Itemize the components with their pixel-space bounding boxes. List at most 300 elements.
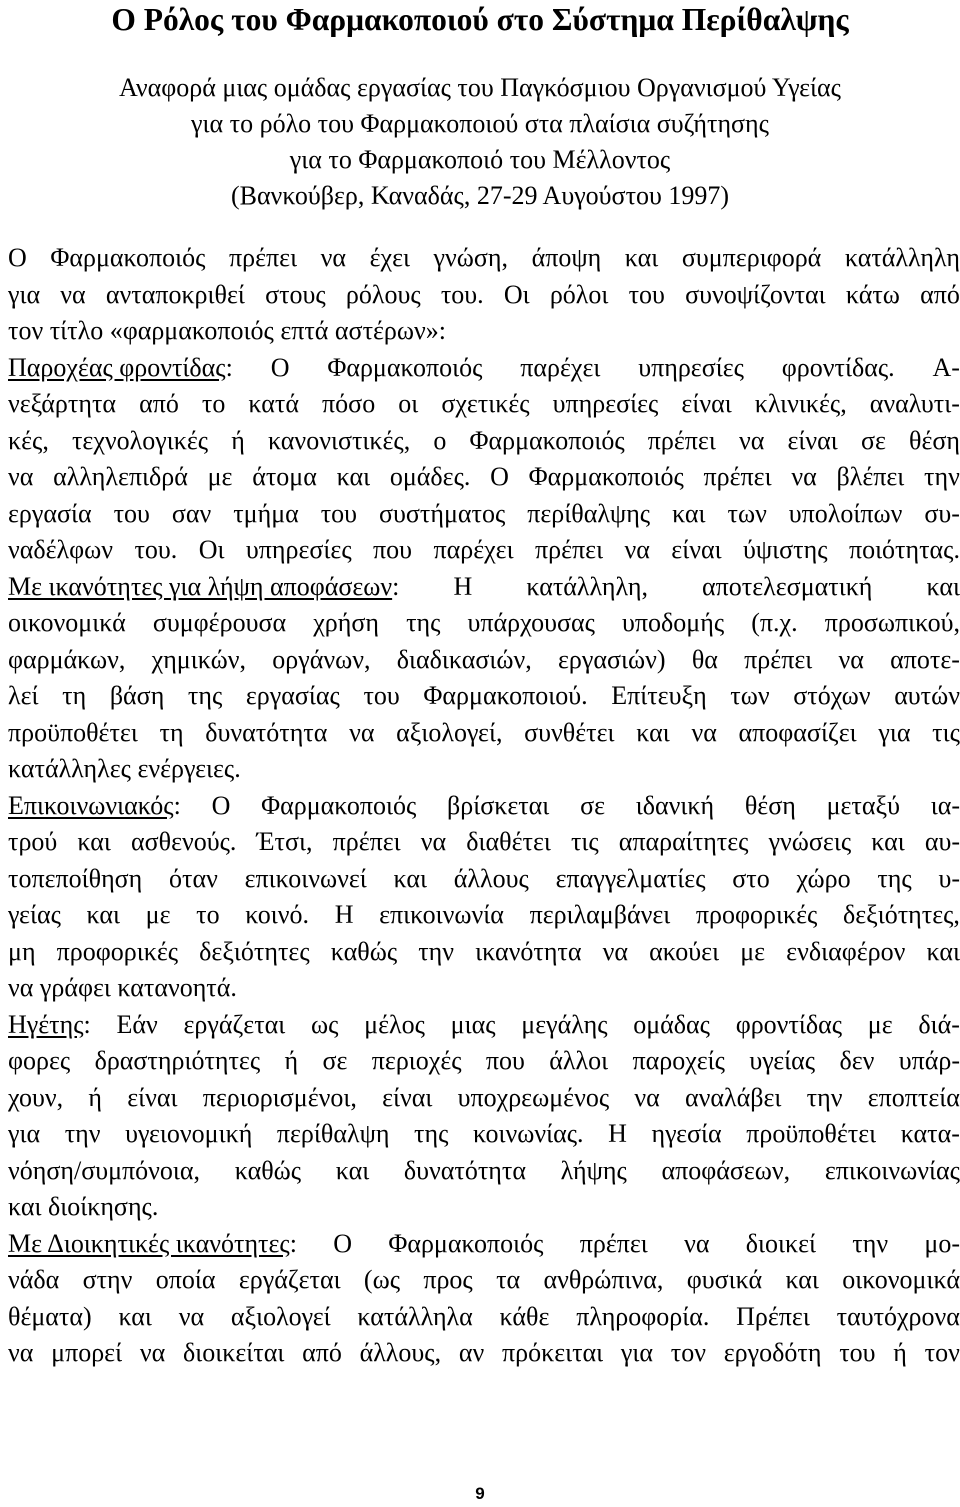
word: ή (231, 425, 245, 455)
word: δυνατότητα (205, 717, 328, 747)
word: διαθέτει (466, 827, 551, 856)
word: Φαρμακοποιός (469, 425, 625, 455)
word: ομάδες. (389, 462, 471, 491)
word: οποία (155, 1265, 216, 1294)
word: με (207, 462, 233, 491)
body-line (8, 1262, 960, 1299)
word: διά- (918, 1009, 960, 1039)
word: είναι (787, 425, 838, 455)
word: αποτελεσματική (702, 571, 873, 601)
word: με (145, 900, 171, 929)
word: στο (732, 863, 770, 893)
word: είναι (681, 389, 732, 418)
word: συστήματος (379, 498, 506, 528)
word: αποφασίζει (738, 717, 857, 747)
word: νάδα (8, 1265, 60, 1294)
word: Φαρμακοποιού. (423, 681, 588, 710)
body-line (8, 1153, 960, 1190)
word: πρέπει (229, 243, 298, 272)
word: διοικεί (745, 1228, 816, 1258)
word: διοικείται (183, 1338, 285, 1367)
word: πρέπει (535, 535, 604, 564)
word: ως (311, 1009, 339, 1039)
word: όταν (169, 863, 218, 893)
body-line (8, 277, 960, 314)
word: τα (496, 1265, 521, 1294)
word: φορες (8, 1046, 71, 1075)
word: και (926, 936, 960, 966)
word: χρήση (313, 608, 379, 637)
word: Η (334, 900, 354, 929)
word: στους (265, 279, 326, 309)
word: ποιότητας. (848, 535, 960, 564)
word: και (86, 900, 121, 929)
word: να (349, 717, 375, 747)
word: να (60, 279, 86, 309)
word: αναλάβει (685, 1082, 782, 1112)
heading-colon: : (83, 1009, 91, 1039)
heading-colon: : (289, 1228, 297, 1258)
word: χώρο (796, 863, 851, 893)
word: περιορισμένοι, (202, 1082, 357, 1112)
word: κάτω (845, 279, 900, 309)
intro-line: (Βανκούβερ, Καναδάς, 27-29 Αυγούστου 1997) (230, 181, 730, 210)
word: βλέπει (836, 462, 905, 491)
page-number: 9 (475, 1484, 485, 1503)
word: συμπεριφορά (681, 243, 822, 272)
word: κές, (8, 425, 49, 455)
word: εργασία (8, 498, 92, 528)
word: με (867, 1009, 893, 1039)
word: άτομα (252, 462, 317, 491)
word: καθώς (330, 936, 398, 966)
word: έχει (369, 243, 410, 272)
word: με (740, 936, 766, 966)
word: Η (453, 571, 473, 601)
body-text (8, 240, 960, 1372)
word: ύψιστης (743, 535, 828, 564)
word: τεχνολογικές (71, 425, 209, 455)
body-line (8, 678, 960, 715)
word: που (373, 535, 413, 564)
word: υγειονομική (125, 1119, 253, 1148)
word: και (336, 462, 371, 491)
word: να (738, 425, 765, 455)
word: μεταξύ (826, 790, 900, 820)
word: τις (570, 827, 599, 856)
word: κανονιστικές, (267, 425, 411, 455)
word: είναι (382, 1082, 433, 1112)
body-line (8, 350, 960, 387)
word: είναι (127, 1082, 178, 1112)
word: σαν (171, 498, 212, 528)
word: γνώση, (433, 243, 509, 272)
word: φροντίδας. (781, 352, 895, 382)
word: Ο (211, 790, 231, 820)
body-line (8, 1189, 960, 1226)
word: ηγεσία (651, 1119, 722, 1148)
word: να (691, 717, 717, 747)
word: τη (159, 717, 184, 747)
word: να (634, 1082, 660, 1112)
word: υποδομής (622, 608, 725, 637)
word: ναδέλφων (8, 535, 114, 564)
word: οι (398, 389, 419, 418)
word: πρέπει (703, 462, 772, 491)
word: της (187, 681, 223, 710)
word: θέματα) (8, 1301, 92, 1331)
word: ρόλοι (549, 279, 609, 309)
word: μιας (450, 1009, 496, 1039)
section-term (8, 1226, 297, 1263)
body-line (8, 459, 960, 496)
word: εργασίας (245, 681, 340, 710)
word: για (878, 717, 911, 747)
word: μεγάλης (521, 1009, 608, 1039)
word: Φαρμακοποιός (261, 790, 417, 820)
body-line (8, 788, 960, 825)
word: και (77, 827, 111, 856)
body-line (8, 715, 960, 752)
word: από (139, 389, 179, 418)
word: κλινικές, (754, 389, 847, 418)
word: στόχων (793, 681, 871, 710)
body-line (8, 386, 960, 423)
body-line (8, 1226, 960, 1263)
word: την (806, 1082, 843, 1112)
body-line (8, 934, 960, 971)
word: και (335, 1155, 370, 1185)
word: του (839, 1338, 876, 1367)
word: σε (322, 1046, 348, 1075)
word: υπηρεσίες (245, 535, 352, 564)
word: Φαρμακοποιός (50, 243, 206, 272)
word: του (363, 681, 400, 710)
word: κατάλληλα (357, 1301, 473, 1331)
word: των (727, 498, 767, 528)
word: παρέχει (520, 352, 601, 382)
word: τοπεποίθηση (8, 863, 143, 893)
word: για (8, 1119, 41, 1148)
word: του (113, 498, 150, 528)
word: κοινωνίας. (472, 1119, 584, 1148)
body-line (8, 423, 960, 460)
underlined-heading: Ηγέτης (8, 1009, 84, 1039)
word: μέλος (364, 1009, 425, 1039)
word: Οι (503, 279, 530, 309)
word: νεξάρτητα (8, 389, 117, 418)
word: δραστηριότητες (94, 1046, 261, 1075)
word: Η (608, 1119, 627, 1148)
word: θέση (744, 790, 796, 820)
word: από (920, 279, 960, 309)
word: διαδικασιών, (396, 644, 532, 674)
line-text: τον τίτλο «φαρμακοποιός επτά αστέρων»: (8, 316, 447, 345)
body-line (8, 897, 960, 934)
word: ρόλους (345, 279, 421, 309)
word: φυσικά (686, 1265, 763, 1294)
word: κατάλληλη, (526, 571, 648, 601)
word: Επίτευξη (611, 681, 707, 710)
word: άλλοι (549, 1046, 609, 1075)
word: Φαρμακοποιός (327, 352, 483, 382)
line-text: κατάλληλες ενέργειες. (8, 754, 241, 783)
word: την (924, 462, 960, 491)
word: να (684, 1228, 710, 1258)
word: φαρμάκων, (8, 644, 126, 674)
word: και (624, 243, 659, 272)
word: μπορεί (51, 1338, 123, 1367)
body-line (8, 1080, 960, 1117)
word: αποτε- (890, 644, 960, 674)
word: να (838, 644, 864, 674)
intro-line: Αναφορά μιας ομάδας εργασίας του Παγκόσμιου Οργανισμού Υγείας (119, 73, 841, 102)
word: μη (8, 936, 36, 966)
heading-colon: : (173, 790, 181, 820)
word: του (628, 279, 665, 309)
word: κοινό. (245, 900, 310, 929)
word: την (418, 936, 455, 966)
word: ενδιαφέρον (786, 936, 906, 966)
word: της (406, 608, 441, 637)
word: οικονομικά (842, 1265, 960, 1294)
word: ή (284, 1046, 299, 1075)
word: να (8, 1338, 34, 1367)
word: καθώς (234, 1155, 302, 1185)
word: προφορικές (56, 936, 179, 966)
body-line (8, 532, 960, 569)
word: το (201, 389, 226, 418)
word: ανταποκριθεί (105, 279, 245, 309)
intro-line: για το ρόλο του Φαρμακοποιού στα πλαίσια συζήτησης (191, 109, 769, 138)
word: πρέπει (332, 827, 401, 856)
word: ή (893, 1338, 907, 1367)
word: δεν (839, 1046, 875, 1075)
word: αξιολογεί, (396, 717, 503, 747)
word: από (302, 1338, 342, 1367)
word: τον (670, 1338, 706, 1367)
word: και (926, 571, 960, 601)
word: τρού (8, 827, 58, 856)
word: επαγγελματίες (555, 863, 706, 893)
word: αναλυτι- (869, 389, 960, 418)
word: να (602, 936, 629, 966)
word: πόσο (322, 389, 376, 418)
word: χημικών, (151, 644, 246, 674)
word: περιοχές (371, 1046, 462, 1075)
word: εργάζεται (183, 1009, 286, 1039)
word: Εάν (116, 1009, 158, 1039)
word: αποφάσεων, (661, 1155, 791, 1185)
word: εργασιών) (558, 644, 666, 674)
body-line (8, 970, 960, 1007)
word: και (871, 827, 905, 856)
body-line (8, 313, 960, 350)
word: να (420, 827, 447, 856)
word: ιδανική (635, 790, 715, 820)
word: τη (62, 681, 87, 710)
word: Ο (490, 462, 509, 491)
word: οικονομικά (8, 608, 126, 637)
word: σε (580, 790, 605, 820)
word: και (118, 1301, 152, 1331)
body-line (8, 824, 960, 861)
word: μο- (924, 1228, 960, 1258)
word: άλλους (453, 863, 529, 893)
word: δεξιότητες (199, 936, 310, 966)
word: να (8, 462, 34, 491)
word: να (178, 1301, 205, 1331)
word: συ- (924, 498, 960, 528)
word: της (877, 863, 912, 893)
word: χουν, (8, 1082, 64, 1112)
word: του. (440, 279, 484, 309)
word: περίθαλψης (527, 498, 651, 528)
word: ακούει (649, 936, 720, 966)
word: του (320, 498, 358, 528)
underlined-heading: Παροχέας φροντίδας (8, 352, 226, 382)
word: κατά (248, 389, 299, 418)
word: σχετικές (441, 389, 530, 418)
word: είναι (671, 535, 722, 564)
word: και (672, 498, 706, 528)
body-line (8, 496, 960, 533)
word: κατα- (900, 1119, 960, 1148)
word: συνοψίζονται (685, 279, 826, 309)
word: τον (924, 1338, 960, 1367)
body-line (8, 751, 960, 788)
word: τις (932, 717, 960, 747)
word: Α- (932, 352, 960, 382)
body-line (8, 642, 960, 679)
word: κατάλληλη (844, 243, 960, 272)
word: πρέπει (744, 644, 813, 674)
word: ανθρώπινα, (543, 1265, 664, 1294)
body-line (8, 1116, 960, 1153)
word: απαραίτητες (618, 827, 749, 856)
word: να (791, 462, 817, 491)
word: επικοινωνίας (824, 1155, 960, 1185)
word: δυνατότητα (403, 1155, 526, 1185)
word: πρέπει (579, 1228, 648, 1258)
word: των (730, 681, 770, 710)
word: Οι (198, 535, 225, 564)
word: υπηρεσίες (638, 352, 744, 382)
heading-colon: : (392, 571, 400, 601)
word: (ως (363, 1265, 400, 1294)
word: συνθέτει (524, 717, 615, 747)
section-term (8, 788, 181, 825)
word: ή (88, 1082, 102, 1112)
word: αυτών (894, 681, 960, 710)
word: Φαρμακοποιός (388, 1228, 544, 1258)
word: ομάδας (633, 1009, 710, 1039)
word: Ο (8, 243, 27, 272)
word: ια- (930, 790, 960, 820)
word: πρόκειται (501, 1338, 604, 1367)
section-term (8, 1007, 91, 1044)
word: και (636, 717, 670, 747)
word: προφορικές (695, 900, 818, 929)
report-intro (0, 70, 960, 214)
word: άποψη (531, 243, 602, 272)
word: να (139, 1338, 166, 1367)
word: να (320, 243, 347, 272)
word: συμφέρουσα (152, 608, 287, 637)
word: υγείας (749, 1046, 816, 1075)
word: επικοινωνία (379, 900, 504, 929)
word: τμήμα (233, 498, 299, 528)
word: υπάρ- (898, 1046, 960, 1075)
underlined-heading: Με ικανότητες για λήψη αποφάσεων (8, 571, 393, 601)
word: υ- (938, 863, 960, 893)
word: φροντίδας (735, 1009, 843, 1039)
word: ασθενούς. (130, 827, 237, 856)
word: και (785, 1265, 819, 1294)
word: προϋποθέτει (746, 1119, 877, 1148)
word: υπολοίπων (788, 498, 903, 528)
word: να (624, 535, 650, 564)
word: στην (82, 1265, 133, 1294)
word: ο (433, 425, 447, 455)
word: λεί (8, 681, 39, 710)
section-term (8, 350, 233, 387)
word: θέση (909, 425, 960, 455)
word: σε (860, 425, 886, 455)
underlined-heading: Με Διοικητικές ικανότητες (8, 1228, 290, 1258)
body-line (8, 605, 960, 642)
word: την (64, 1119, 101, 1148)
word: περίθαλψη (276, 1119, 390, 1148)
word: Έτσι, (256, 827, 313, 856)
word: υποχρεωμένος (457, 1082, 610, 1112)
body-line (8, 569, 960, 606)
word: εποπτεία (867, 1082, 960, 1112)
word: πληροφορία. (576, 1301, 710, 1331)
word: Φαρμακοποιός (528, 462, 684, 491)
word: αν (458, 1338, 485, 1367)
body-line (8, 1299, 960, 1336)
word: αυ- (924, 827, 960, 856)
word: Πρέπει (736, 1301, 810, 1331)
word: βρίσκεται (447, 790, 550, 820)
word: που (485, 1046, 525, 1075)
word: ικανότητα (475, 936, 582, 966)
line-text: να γράφει κατανοητά. (8, 973, 237, 1002)
word: της (414, 1119, 449, 1148)
underlined-heading: Επικοινωνιακός (8, 790, 174, 820)
word: ταυτόχρονα (836, 1301, 960, 1331)
section-term (8, 569, 399, 606)
word: οργάνων, (272, 644, 371, 674)
word: βάση (109, 681, 165, 710)
word: κάθε (499, 1301, 550, 1331)
word: προσωπικού, (824, 608, 960, 637)
word: δεξιότητες, (842, 900, 960, 929)
word: νόηση/συμπόνοια, (8, 1155, 201, 1185)
word: για (8, 279, 41, 309)
word: το (196, 900, 220, 929)
word: υπηρεσίες (552, 389, 659, 418)
word: προς (423, 1265, 473, 1294)
word: αξιολογεί (230, 1301, 331, 1331)
heading-colon: : (225, 352, 233, 382)
word: πρέπει (647, 425, 716, 455)
word: λήψης (560, 1155, 627, 1185)
document-title: Ο Ρόλος του Φαρμακοποιού στο Σύστημα Περίθαλψης (111, 2, 849, 37)
word: (π.χ. (751, 608, 798, 637)
word: του. (134, 535, 178, 564)
